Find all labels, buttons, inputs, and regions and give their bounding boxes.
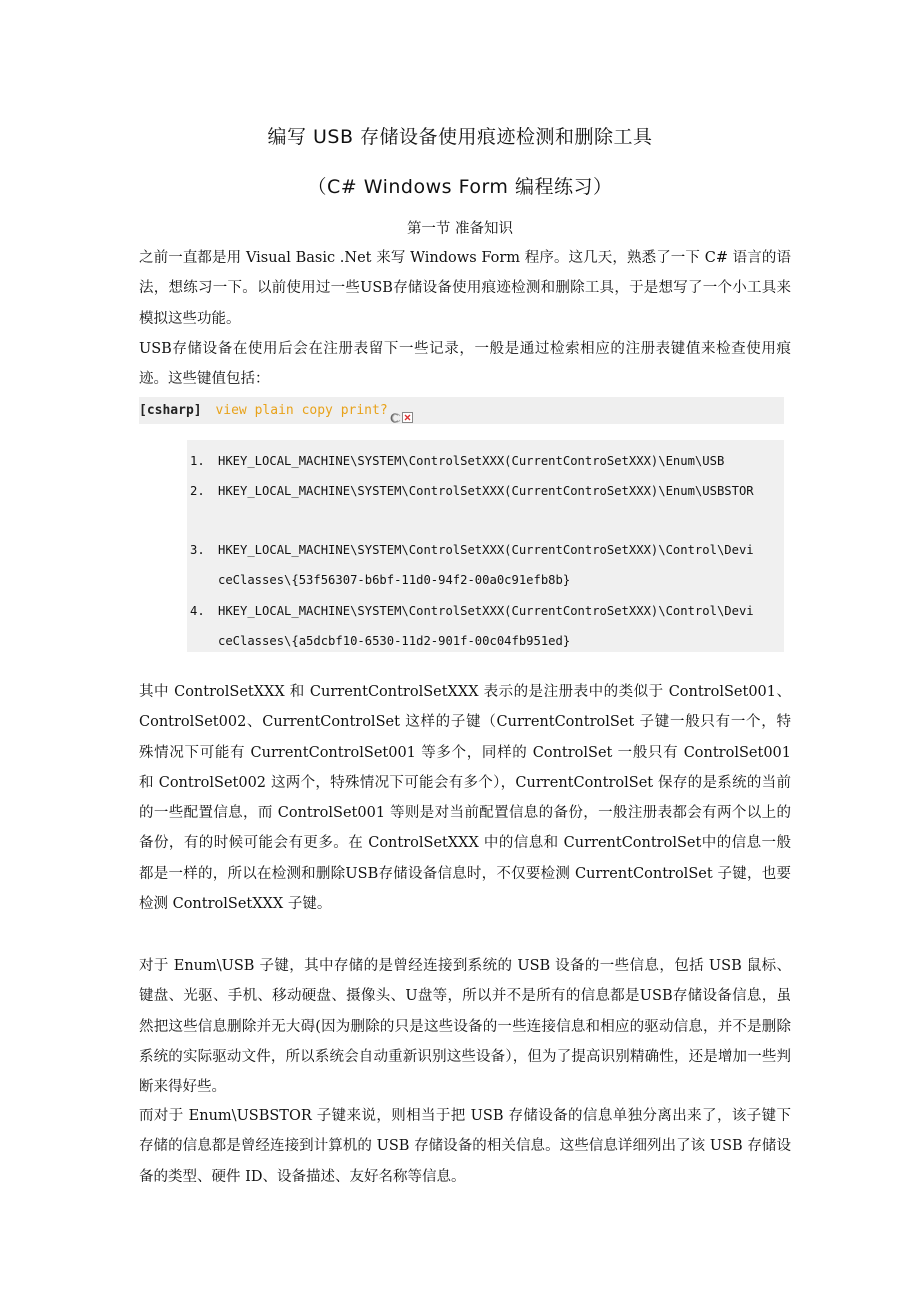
code-language-label: [csharp] (139, 403, 202, 418)
code-text: HKEY_LOCAL_MACHINE\SYSTEM\ControlSetXXX(CurrentControSetXXX)\Enum\USBSTOR (218, 484, 754, 498)
code-text: ceClasses\{a5dcbf10-6530-11d2-901f-00c04fb951ed} (218, 634, 571, 648)
copy-link[interactable]: copy (301, 403, 333, 418)
enum-usb-paragraph: 对于 Enum\USB 子键，其中存储的是曾经连接到系统的 USB 设备的一些信息，包括 USB 鼠标、键盘、光驱、手机、移动硬盘、摄像头、U盘等，所以并不是所有的信息都是USB存储设备信息，虽然把这些信息删除并无大碍(因为删除的只是这些设备的一些连接信息和相应的驱动信息，并不是删除系统的实际驱动文件，所以系统会自动重新识别这些设备），但为了提高识别精确性，还是增加一些判断来得好些。 (139, 958, 791, 1096)
help-icon[interactable] (402, 406, 414, 416)
intro-paragraph: 之前一直都是用 Visual Basic .Net 来写 Windows Form 程序。这几天，熟悉了一下 C# 语言的语法，想练习一下。以前使用过一些USB存储设备使用痕迹检测和删除工具，于是想写了一个小工具来模拟这些功能。 (139, 250, 791, 327)
code-text: HKEY_LOCAL_MACHINE\SYSTEM\ControlSetXXX(CurrentControSetXXX)\Enum\USB (218, 454, 725, 468)
view-plain-link[interactable]: view plain (215, 403, 294, 418)
controlset-paragraph: 其中 ControlSetXXX 和 CurrentControlSetXXX 表示的是注册表中的类似于 ControlSet001、ControlSet002、CurrentControlSet 这样的子键（CurrentControlSet 子键一般只有一个，特殊情况下可能有 CurrentControlSet001 等多个，同样的 ControlSet 一般只有 ControlSet001 和 ControlSet002 这两个，特殊情况下可能会有多个），CurrentControlSet 保存的是系统的当前的一些配置信息，而 ControlSet001 等则是对当前配置信息的备份，一般注册表都会有两个以上的备份，有的时候可能会有更多。在 ControlSetXXX 中的信息和 CurrentControlSet中的信息一般都是一样的，所以在检测和删除USB存储设备信息时，不仅要检测 CurrentControlSet 子键，也要检测 ControlSetXXX 子键。 (139, 684, 791, 913)
code-text: ceClasses\{53f56307-b6bf-11d0-94f2-00a0c91efb8b} (218, 573, 571, 587)
print-link[interactable]: print? (340, 403, 388, 418)
code-text: HKEY_LOCAL_MACHINE\SYSTEM\ControlSetXXX(CurrentControSetXXX)\Control\Devi (218, 604, 754, 618)
document-title: 编写 USB 存储设备使用痕迹检测和删除工具 (267, 126, 653, 148)
enum-usbstor-paragraph: 而对于 Enum\USBSTOR 子键来说，则相当于把 USB 存储设备的信息单独分离出来了，该子键下存储的信息都是曾经连接到计算机的 USB 存储设备的相关信息。这些信息详细列出了该 USB 存储设备的类型、硬件 ID、设备描述、友好名称等信息。 (139, 1108, 791, 1185)
code-block (187, 440, 784, 652)
line-number: 3. (190, 543, 205, 557)
line-number: 1. (190, 454, 205, 468)
document-subtitle: （C# Windows Form 编程练习） (307, 176, 613, 198)
code-text: HKEY_LOCAL_MACHINE\SYSTEM\ControlSetXXX(CurrentControSetXXX)\Control\Devi (218, 543, 754, 557)
section-heading: 第一节 准备知识 (406, 221, 514, 237)
clipboard-icon[interactable] (389, 406, 401, 416)
line-number: 2. (190, 484, 205, 498)
code-toolbar (139, 397, 784, 424)
line-number: 4. (190, 604, 205, 618)
registry-intro-paragraph: USB存储设备在使用后会在注册表留下一些记录，一般是通过检索相应的注册表键值来检查使用痕迹。这些键值包括： (139, 341, 791, 388)
